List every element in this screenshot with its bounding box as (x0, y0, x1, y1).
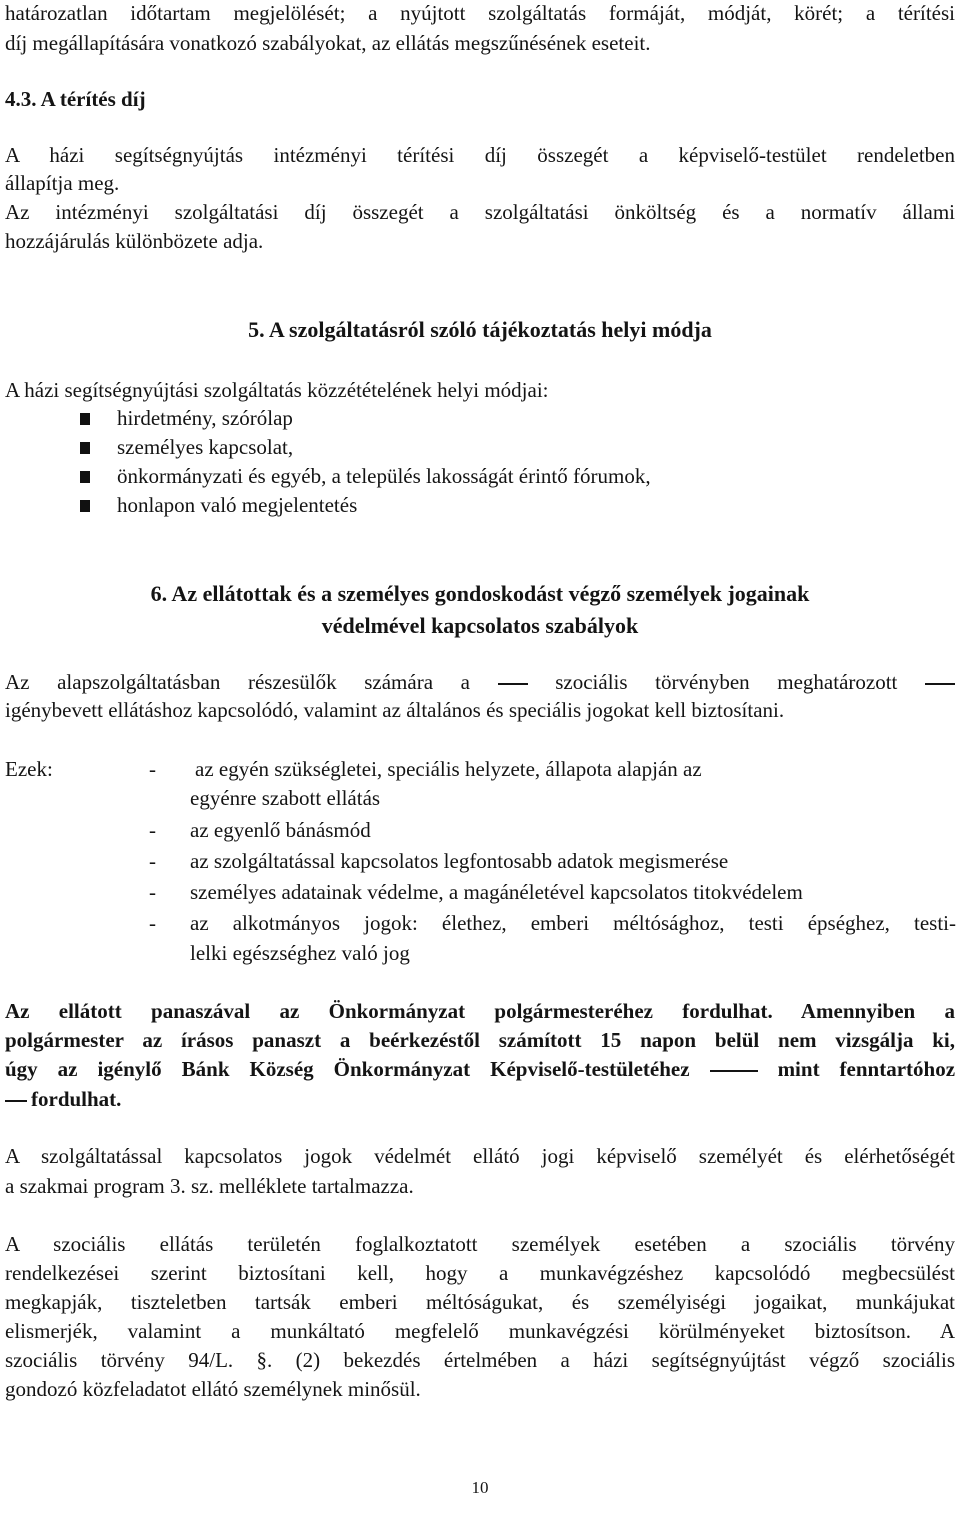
text-span: mint fenntartóhoz (777, 1057, 956, 1081)
complaint-text-line (5, 1056, 955, 1082)
page-number: 10 (471, 1478, 489, 1497)
rights-item: az alkotmányos jogok: élethez, emberi méltósághoz, testi épséghez, testi- (190, 911, 956, 935)
body-text-line: határozatlan időtartam megjelölését; a nyújtott szolgáltatás formáját, módját, körét; a térítési (5, 1, 955, 25)
section-heading-6: 6. Az ellátottak és a személyes gondoskodást végző személyek jogainak (150, 581, 810, 606)
section-heading-4-3: 4.3. A térítés díj (5, 87, 146, 111)
list-item: hirdetmény, szórólap (117, 406, 293, 430)
body-text-line: A házi segítségnyújtás intézményi térítési díj összegét a képviselő-testület rendeletben (5, 143, 955, 167)
rights-item-cont: lelki egészséghez való jog (190, 941, 410, 965)
rights-item: az szolgáltatással kapcsolatos legfontosabb adatok megismerése (190, 849, 729, 873)
dash-marker: - (149, 880, 156, 904)
dash-marker: - (149, 757, 156, 781)
body-text-line: A házi segítségnyújtási szolgáltatás közzétételének helyi módjai: (5, 378, 549, 402)
ezek-label: Ezek: (5, 757, 53, 781)
rights-item: személyes adatainak védelme, a magánéletével kapcsolatos titokvédelem (190, 880, 803, 904)
body-text-line: elismerjék, valamint a munkáltató megfelelő munkavégzési körülményeket biztosítson. A (5, 1319, 955, 1343)
body-text-line: Az intézményi szolgáltatási díj összegét a szolgáltatási önköltség és a normatív állami (5, 200, 955, 224)
dash-marker: - (149, 911, 156, 935)
text-span: fordulhat. (31, 1087, 122, 1111)
section-heading-6-cont: védelmével kapcsolatos szabályok (321, 613, 639, 638)
text-span: úgy az igénylő Bánk Község Önkormányzat Képviselő-testületéhez (5, 1057, 690, 1081)
list-item: honlapon való megjelentetés (117, 493, 358, 517)
rights-item: az egyén szükségletei, speciális helyzete, állapota alapján az (195, 757, 702, 781)
em-dash-line (498, 683, 528, 685)
dash-marker: - (149, 818, 156, 842)
body-text-line: A szociális ellátás területén foglalkoztatott személyek esetében a szociális törvény (5, 1232, 955, 1256)
em-dash-line (710, 1070, 758, 1072)
text-span: Az alapszolgáltatásban részesülők számára a (5, 670, 470, 694)
body-text-line: díj megállapítására vonatkozó szabályokat, az ellátás megszűnésének eseteit. (5, 31, 651, 55)
body-text-line: hozzájárulás különbözete adja. (5, 229, 264, 253)
complaint-text-line (5, 1086, 121, 1112)
body-text-line: rendelkezései szerint biztosítani kell, hogy a munkavégzéshez kapcsolódó megbecsülést (5, 1261, 955, 1285)
text-span: szociális törvényben meghatározott (555, 670, 898, 694)
rights-item-cont: egyénre szabott ellátás (190, 786, 381, 810)
body-text-line: állapítja meg. (5, 171, 120, 195)
complaint-text-line: polgármester az írásos panaszt a beérkezéstől számított 15 napon belül nem vizsgálja ki, (5, 1028, 955, 1052)
body-text-line: szociális törvény 94/L. §. (2) bekezdés értelmében a házi segítségnyújtást végző szociális (5, 1348, 955, 1372)
dash-marker: - (149, 849, 156, 873)
square-bullet-icon (80, 442, 90, 454)
body-text-line: A szolgáltatással kapcsolatos jogok védelmét ellátó jogi képviselő személyét és elérhetőségét (5, 1144, 955, 1168)
complaint-text-line: Az ellátott panaszával az Önkormányzat polgármesteréhez fordulhat. Amennyiben a (5, 999, 955, 1023)
body-text-line: megkapják, tiszteletben tartsák emberi méltóságukat, és személyiségi jogaikat, munkájukat (5, 1290, 955, 1314)
body-text-line (5, 669, 955, 695)
square-bullet-icon (80, 471, 90, 483)
rights-item: az egyenlő bánásmód (190, 818, 371, 842)
body-text-line: igénybevett ellátáshoz kapcsolódó, valamint az általános és speciális jogokat kell biztosítani. (5, 698, 785, 722)
section-heading-5: 5. A szolgáltatásról szóló tájékoztatás helyi módja (248, 317, 712, 342)
square-bullet-icon (80, 413, 90, 425)
square-bullet-icon (80, 500, 90, 512)
em-dash-line (925, 683, 955, 685)
list-item: önkormányzati és egyéb, a település lakosságát érintő fórumok, (117, 464, 651, 488)
body-text-line: a szakmai program 3. sz. melléklete tartalmazza. (5, 1174, 414, 1198)
em-dash-line (5, 1100, 27, 1102)
body-text-line: gondozó közfeladatot ellátó személynek minősül. (5, 1377, 421, 1401)
list-item: személyes kapcsolat, (117, 435, 294, 459)
